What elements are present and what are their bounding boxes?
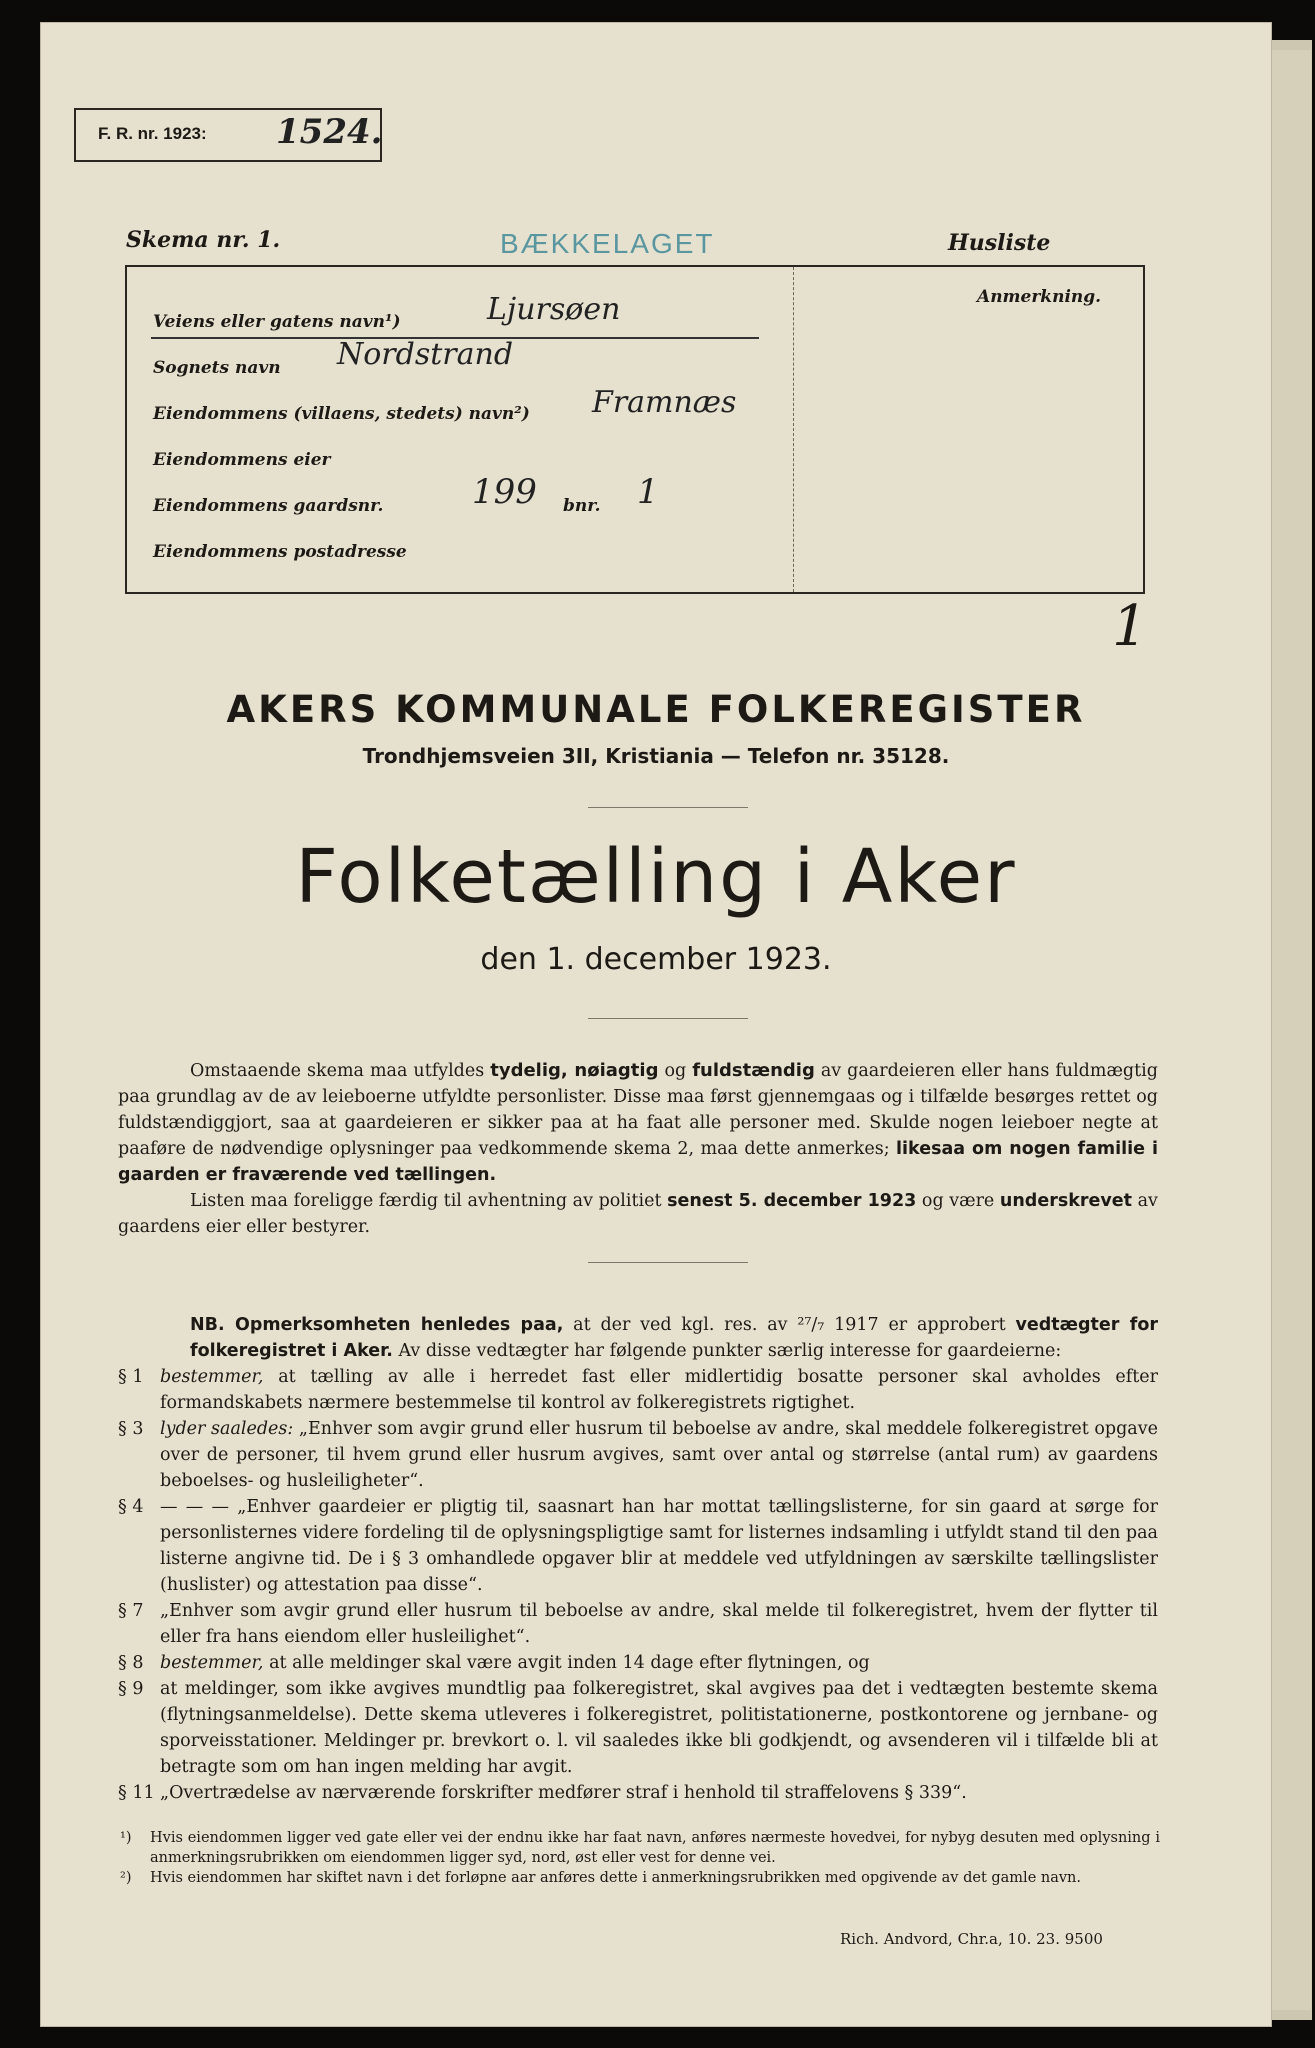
nb-paragraph: NB. Opmerksomheten henledes paa, at der ved kgl. res. av ²⁷/₇ 1917 er approbert vedtægter for folkeregistret i Aker. Av disse vedtægter har følgende punkter særlig interesse for gaardeierne: [190, 1315, 1158, 1361]
page-title: Folketælling i Aker [295, 834, 1017, 920]
bnr-label: bnr. [563, 496, 601, 516]
fr-label: F. R. nr. 1923: [98, 124, 207, 143]
instructions-paragraph: Omstaaende skema maa utfyldes tydelig, nøiagtig og fuldstændig av gaardeieren eller hans fuldmægtig paa grundlag av de av leieboerne utfyldte personlister. Disse maa først gjennemgaas og i tilfælde besørges rettet og fuldstændiggjort, saa at gaardeieren er sikker paa at ha faat alle personer med. Skulde nogen leieboer negte at paaføre de nødvendige oplysninger paa vedkommende skema 2, maa dette anmerkes; likesaa om nogen familie i gaarden er fraværende ved tællingen. Listen maa foreligge færdig til avhentning av politiet senest 5. december 1923 og være underskrevet av gaardens eier eller bestyrer. [118, 1060, 1158, 1237]
postadresse-label: Eiendommens postadresse [153, 542, 407, 562]
census-date: den 1. december 1923. [480, 942, 832, 977]
statute-section: § 3 lyder saaledes: „Enhver som avgir grund eller husrum til beboelse av andre, skal meddele folkeregistret opgave over de personer, til hvem grund eller husrum avgives, samt over antal og størrelse (antal rum) av gaardens beboelses- og husleiligheter“. [118, 1419, 1158, 1491]
org-heading: AKERS KOMMUNALE FOLKEREGISTER [226, 688, 1086, 731]
skema-number: Skema nr. 1. [126, 227, 281, 253]
fr-number-box [74, 108, 382, 162]
statute-section: § 8 bestemmer, at alle meldinger skal være avgit inden 14 dage efter flytningen, og [118, 1653, 870, 1673]
statute-section: § 9 at meldinger, som ikke avgives mundtlig paa folkeregistret, skal avgives paa det i vedtægten bestemte skema (flytningsanmeldelse). Dette skema utleveres i folkeregistret, politistationerne, postkontorene og jernbane- og sporveisstationer. Meldinger pr. brevkort o. l. vil saaledes ikke bli godkjendt, og avsenderen vil i tilfælde bli at betragte som om han ingen melding har avgit. [118, 1679, 1158, 1777]
husliste-label: Husliste [948, 230, 1051, 256]
property-name-value: Framnæs [592, 385, 737, 420]
parish-label: Sognets navn [153, 358, 281, 378]
statutes-block [118, 1312, 1158, 1806]
property-name-label: Eiendommens (villaens, stedets) navn²) [153, 404, 530, 424]
margin-check-mark: 1 [1112, 594, 1148, 659]
printer-imprint: Rich. Andvord, Chr.a, 10. 23. 9500 [840, 1930, 1103, 1948]
box-divider [793, 267, 794, 592]
bnr-value: 1 [637, 472, 659, 512]
gaardsnr-value: 199 [472, 472, 537, 512]
footnotes [120, 1828, 1160, 1888]
street-value: Ljursøen [487, 292, 621, 327]
footnote-2: ²) Hvis eiendommen har skiftet navn i det forløpne aar anføres dette i anmerkningsrubrikken med opgivende av det gamle navn. [120, 1870, 1082, 1886]
district-stamp: BÆKKELAGET [500, 228, 715, 259]
anmerkning-label: Anmerkning. [977, 287, 1102, 307]
statute-section: § 7 „Enhver som avgir grund eller husrum til beboelse av andre, skal melde til folkeregistret, hvem der flytter til eller fra hans eiendom eller husleilighet“. [118, 1601, 1158, 1647]
separator-middle [588, 1018, 748, 1019]
census-form-page [40, 22, 1272, 2027]
parish-value: Nordstrand [337, 337, 514, 372]
org-address: Trondhjemsveien 3II, Kristiania — Telefon nr. 35128. [362, 744, 950, 768]
statute-section: § 11 „Overtrædelse av nærværende forskrifter medfører straf i henhold til straffelovens § 339“. [118, 1783, 967, 1803]
footnote-1: ¹) Hvis eiendommen ligger ved gate eller vei der endnu ikke har faat navn, anføres nærmeste hovedvei, for nybyg desuten med oplysning i anmerkningsrubrikken om eiendommen ligger syd, nord, øst eller vest for denne vei. [120, 1830, 1160, 1866]
fr-number: 1524. [276, 112, 383, 152]
owner-label: Eiendommens eier [153, 450, 331, 470]
statute-sections [118, 1364, 1158, 1806]
statute-section: § 4 — — — „Enhver gaardeier er pligtig til, saasnart han har mottat tællingslisterne, for sin gaard at sørge for personlisternes videre fordeling til de oplysningspligtige samt for listernes indsamling i utfyldt stand til den paa listerne angivne tid. De i § 3 omhandlede opgaver blir at meddele ved utfyldningen av særskilte tællingslister (huslister) og attestation paa disse“. [118, 1497, 1158, 1595]
street-label: Veiens eller gatens navn¹) [153, 312, 401, 332]
separator-top [588, 807, 748, 808]
gaardsnr-label: Eiendommens gaardsnr. [153, 496, 384, 516]
statute-section: § 1 bestemmer, at tælling av alle i herredet fast eller midlertidig bosatte personer skal avholdes efter formandskabets nærmere bestemmelse til kontrol av folkeregistrets rigtighet. [118, 1367, 1158, 1413]
property-info-box [125, 265, 1145, 594]
separator-lower [588, 1262, 748, 1263]
